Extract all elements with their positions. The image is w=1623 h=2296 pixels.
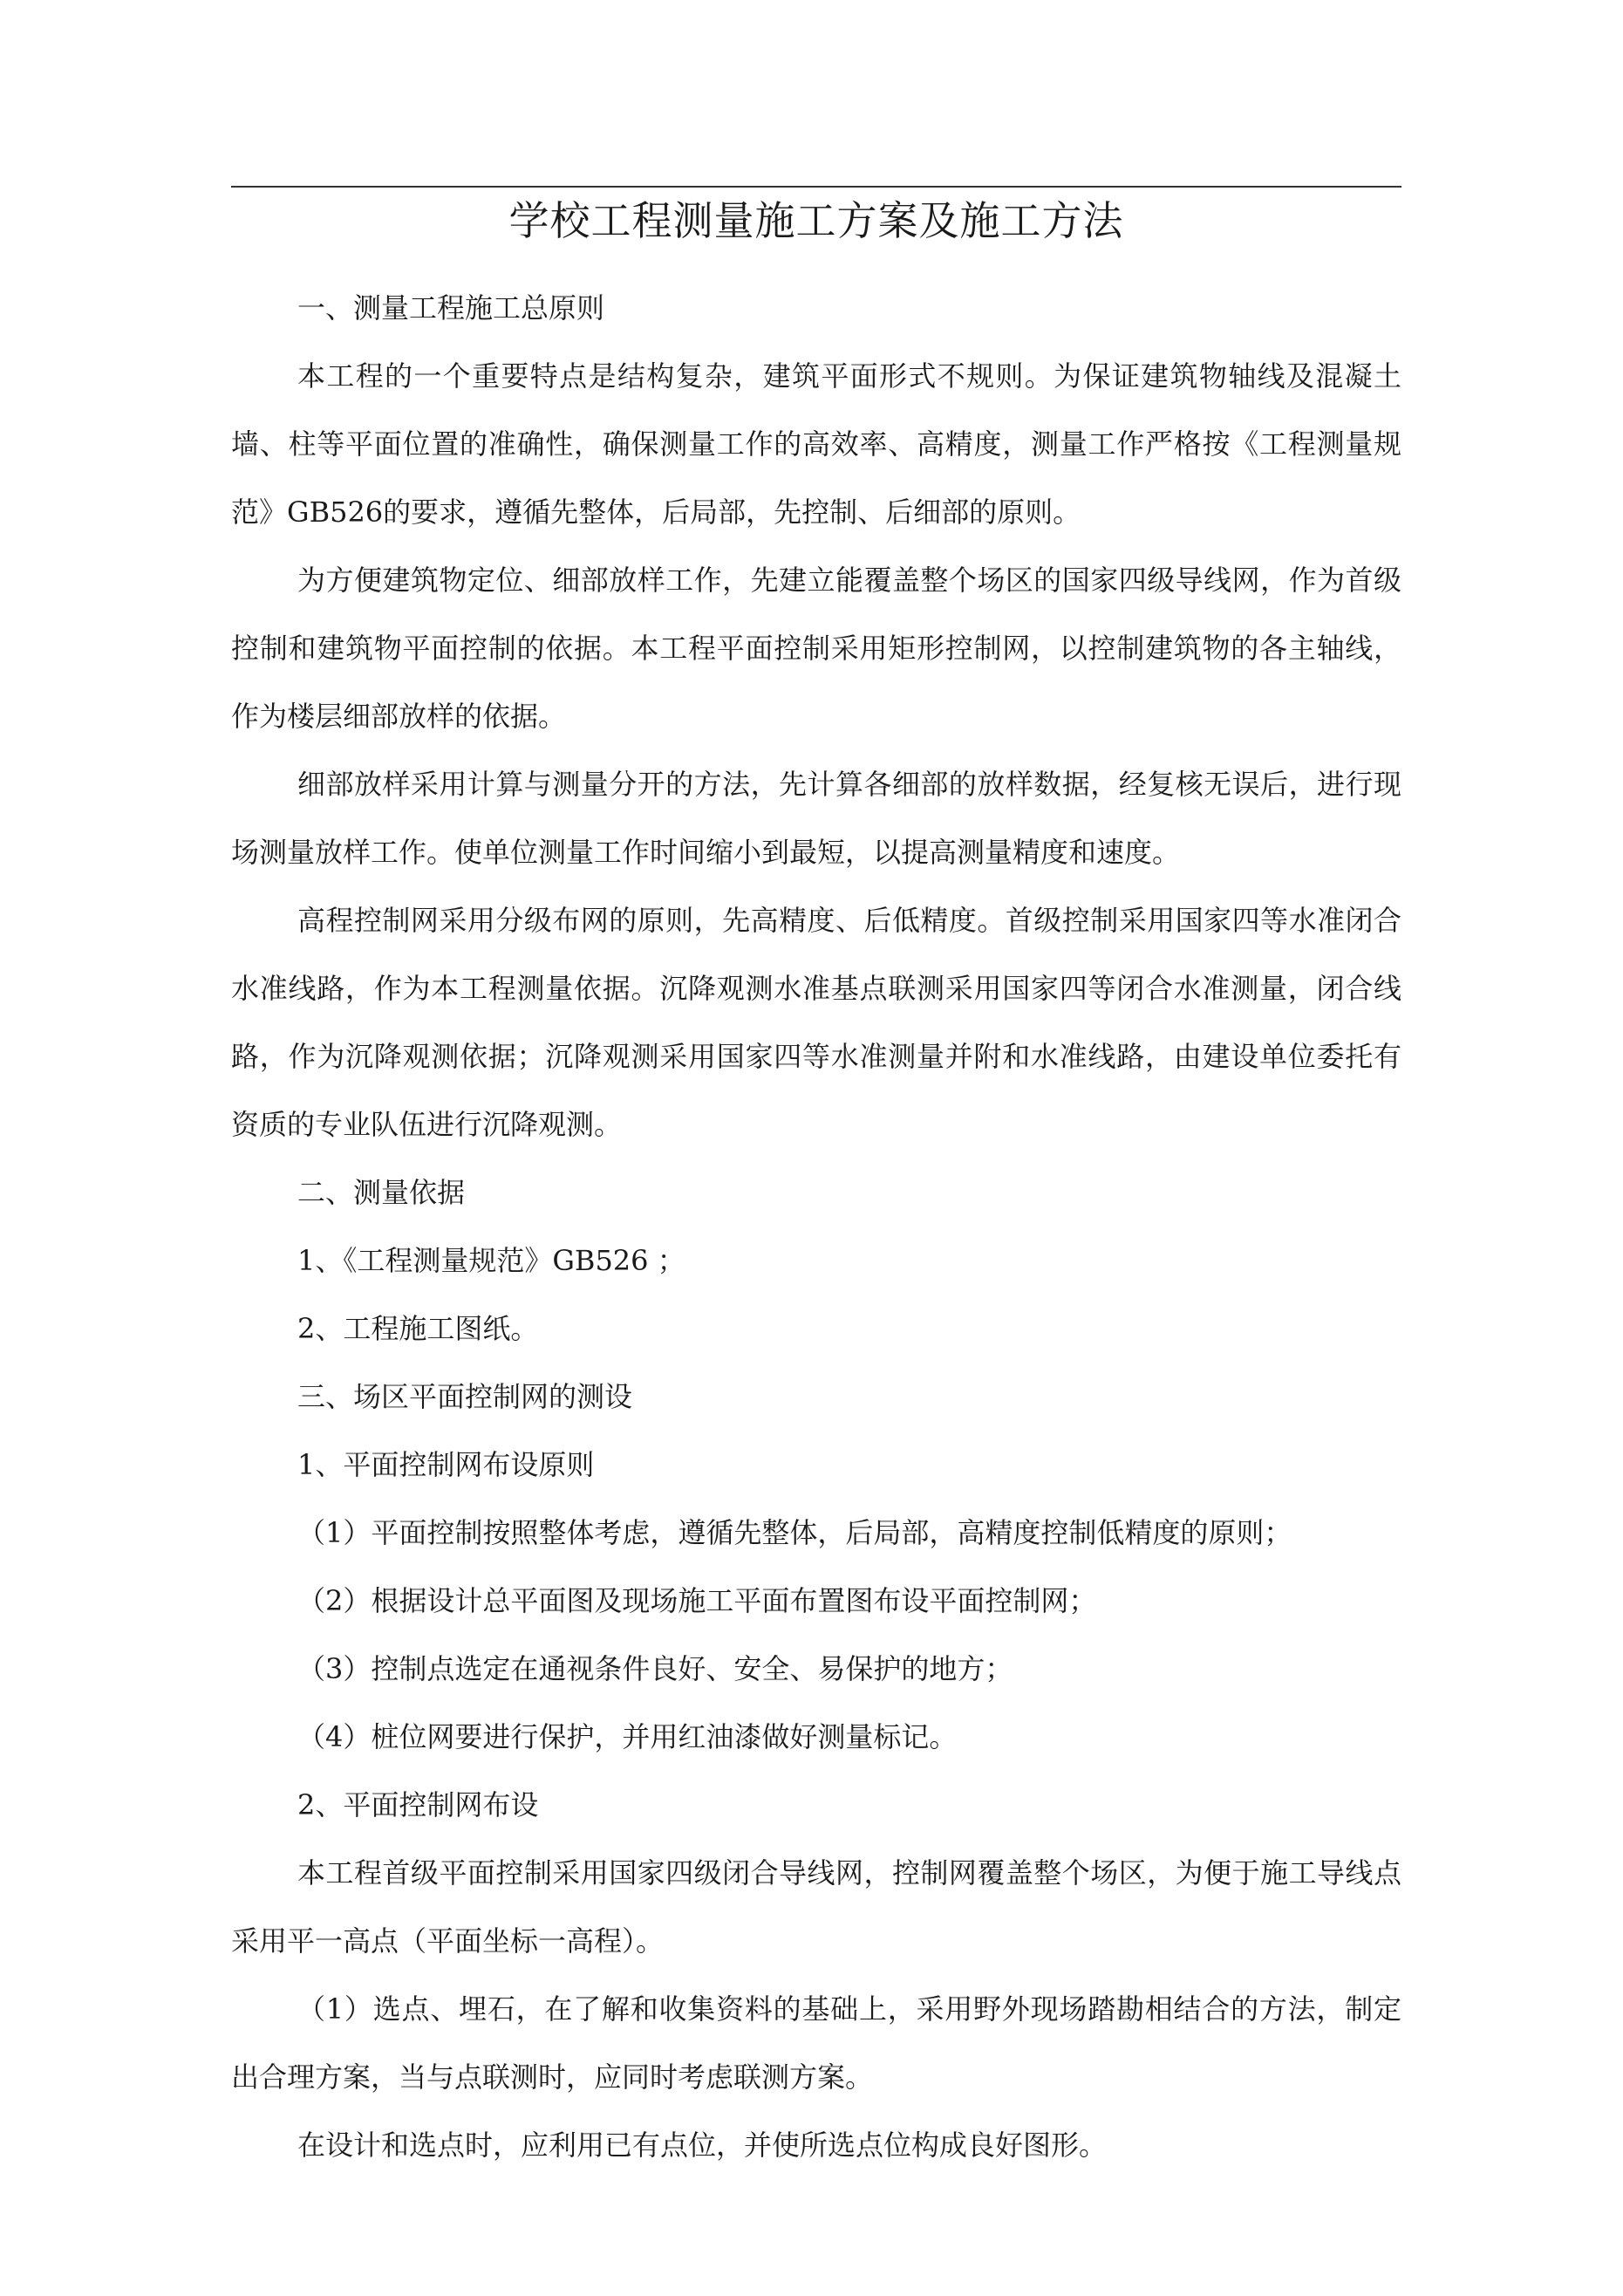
subsection-heading: 1、平面控制网布设原则	[297, 1448, 595, 1481]
list-item: （1）平面控制按照整体考虑，遵循先整体，后局部，高精度控制低精度的原则；	[297, 1516, 1292, 1549]
list-item: （4）桩位网要进行保护，并用红油漆做好测量标记。	[297, 1720, 958, 1753]
list-item: （2）根据设计总平面图及现场施工平面布置图布设平面控制网；	[297, 1584, 1097, 1617]
document-body	[231, 274, 1401, 2179]
paragraph: 本工程的一个重要特点是结构复杂，建筑平面形式不规则。为保证建筑物轴线及混凝土墙、柱等平面位置的准确性，确保测量工作的高效率、高精度，测量工作严格按《工程测量规范》GB526的要求，遵循先整体，后局部，先控制、后细部的原则。	[231, 359, 1401, 529]
paragraph: 细部放样采用计算与测量分开的方法，先计算各细部的放样数据，经复核无误后，进行现场测量放样工作。使单位测量工作时间缩小到最短，以提高测量精度和速度。	[231, 768, 1401, 869]
list-item: 1、《工程测量规范》GB526 ；	[297, 1244, 685, 1277]
section-heading-1: 一、测量工程施工总原则	[297, 291, 605, 325]
paragraph: 高程控制网采用分级布网的原则，先高精度、后低精度。首级控制采用国家四等水准闭合水准线路，作为本工程测量依据。沉降观测水准基点联测采用国家四等闭合水准测量，闭合线路，作为沉降观测依据；沉降观测采用国家四等水准测量并附和水准线路，由建设单位委托有资质的专业队伍进行沉降观测。	[231, 904, 1401, 1141]
subsection-heading: 2、平面控制网布设	[297, 1788, 539, 1821]
paragraph: 本工程首级平面控制采用国家四级闭合导线网，控制网覆盖整个场区，为便于施工导线点采用平一高点（平面坐标一高程）。	[231, 1856, 1401, 1958]
list-item: （1）选点、埋石，在了解和收集资料的基础上，采用野外现场踏勘相结合的方法，制定出合理方案，当与点联测时，应同时考虑联测方案。	[231, 1992, 1401, 2094]
section-heading-3: 三、场区平面控制网的测设	[297, 1380, 633, 1413]
paragraph: 在设计和选点时，应利用已有点位，并使所选点位构成良好图形。	[297, 2129, 1108, 2162]
header-rule	[231, 186, 1401, 188]
list-item: 2、工程施工图纸。	[297, 1312, 539, 1345]
page-title: 学校工程测量施工方案及施工方法	[508, 197, 1124, 244]
section-heading-2: 二、测量依据	[297, 1176, 466, 1209]
paragraph: 为方便建筑物定位、细部放样工作，先建立能覆盖整个场区的国家四级导线网，作为首级控制和建筑物平面控制的依据。本工程平面控制采用矩形控制网，以控制建筑物的各主轴线，作为楼层细部放样的依据。	[231, 564, 1401, 733]
list-item: （3）控制点选定在通视条件良好、安全、易保护的地方；	[297, 1652, 1013, 1685]
